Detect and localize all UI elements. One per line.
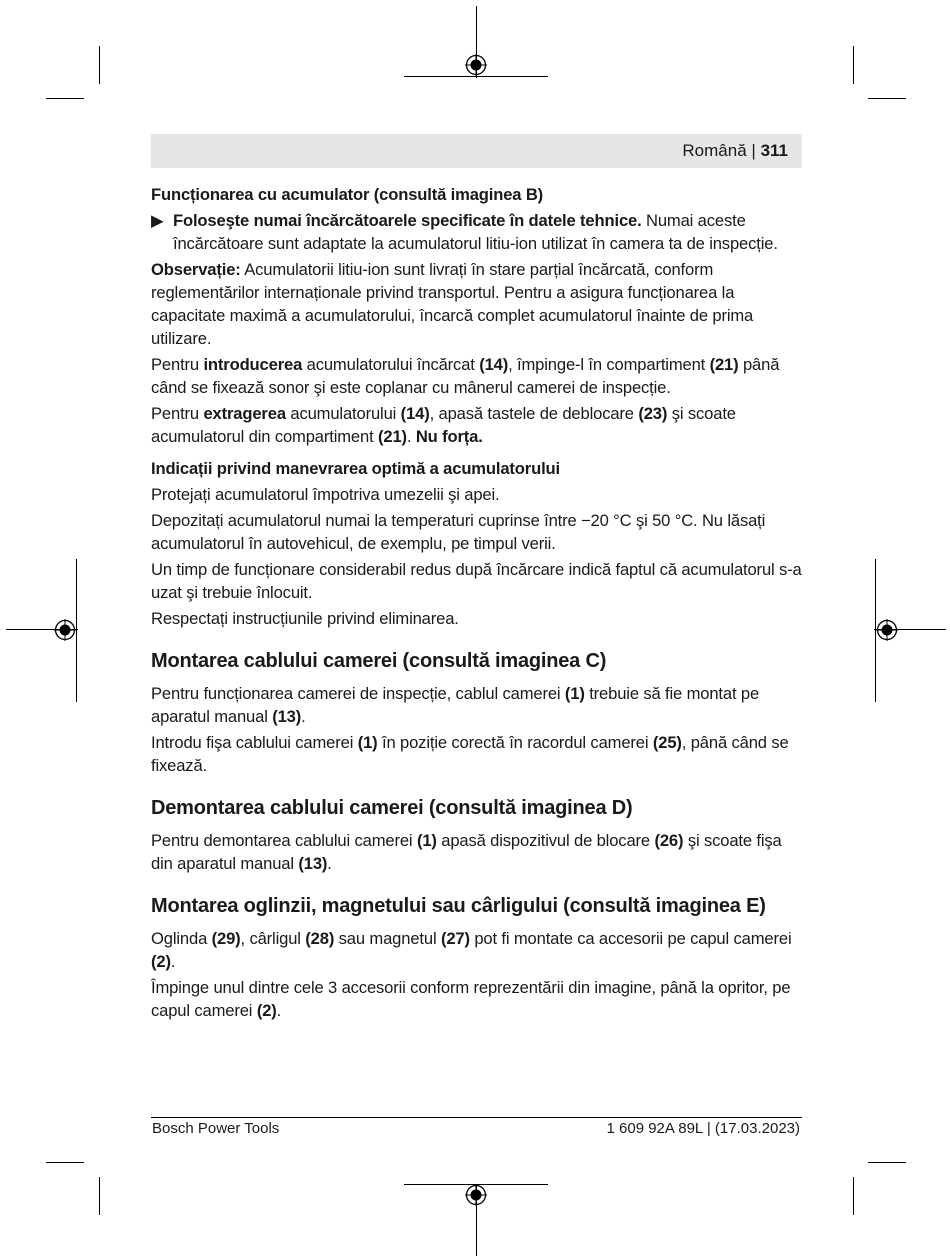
crop-mark: [868, 1162, 906, 1163]
text: , cârligul: [240, 929, 306, 948]
text: .: [170, 952, 176, 971]
ref-number: (2): [151, 952, 171, 971]
insert-paragraph: [151, 353, 806, 399]
ref-number: (1): [357, 733, 378, 752]
accessories-paragraph: [151, 976, 806, 1022]
text: şi scoate fişa din aparatul manual: [151, 831, 782, 873]
section-heading-accessories: Montarea oglinzii, magnetului sau cârligului (consultă imaginea E): [151, 895, 766, 917]
unmount-cable-paragraph: [151, 829, 806, 875]
text-bold: extragerea: [203, 404, 286, 423]
text: , până când se fixează.: [151, 733, 789, 775]
ref-number: (1): [416, 831, 437, 850]
ref-number: (14): [400, 404, 430, 423]
crop-mark: [46, 1162, 84, 1163]
bullet-bold-text: Foloseşte numai încărcătoarele specificate în datele tehnice.: [173, 211, 642, 230]
ref-number: (2): [256, 1001, 277, 1020]
text: .: [276, 1001, 282, 1020]
subsection-title-handling: Indicații privind manevrarea optimă a acumulatorului: [151, 459, 560, 478]
note-text: Acumulatorii litiu-ion sunt livrați în stare parțial încărcată, conform reglementărilor internaționale privind transportul. Pentru a asigura funcționarea la capacitate maximă a acumulatorului, încarcă complet acumulatorul înainte de prima utilizare.: [151, 260, 754, 348]
text: sau magnetul: [334, 929, 441, 948]
text: Pentru funcționarea camerei de inspecție, cablul camerei: [151, 684, 565, 703]
registration-line: [76, 559, 77, 702]
header-label: [682, 141, 788, 161]
handling-paragraph: Protejați acumulatorul împotriva umezelii şi apei.: [151, 485, 500, 504]
text: .: [406, 427, 416, 446]
ref-number: (28): [305, 929, 335, 948]
text-bold: Nu forța.: [415, 427, 483, 446]
header-language: Română: [682, 141, 747, 160]
text: Împinge unul dintre cele 3 accesorii conform reprezentării din imagine, până la opritor, pe capul camerei: [151, 978, 791, 1020]
text: , împinge-l în compartiment: [508, 355, 710, 374]
crop-mark: [868, 98, 906, 99]
ref-number: (29): [211, 929, 241, 948]
ref-number: (13): [272, 707, 302, 726]
text-bold: introducerea: [203, 355, 303, 374]
text: până când se fixează sonor şi este coplanar cu mânerul camerei de inspecție.: [151, 355, 780, 397]
footer-brand: Bosch Power Tools: [152, 1120, 280, 1137]
ref-number: (21): [378, 427, 407, 446]
text: Pentru: [151, 404, 204, 423]
text: apasă dispozitivul de blocare: [436, 831, 655, 850]
text: pot fi montate ca accesorii pe capul camerei: [469, 929, 792, 948]
bullet-text: Numai aceste încărcătoare sunt adaptate la acumulatorul litiu-ion utilizat în camera ta de inspecție.: [173, 211, 778, 253]
note-paragraph: [151, 258, 806, 350]
text: Pentru demontarea cablului camerei: [151, 831, 417, 850]
crop-mark: [99, 1177, 100, 1215]
ref-number: (27): [440, 929, 470, 948]
registration-target-icon: [54, 619, 76, 641]
text: .: [327, 854, 332, 873]
note-label: Observație:: [151, 260, 241, 279]
page-number: 311: [760, 141, 788, 160]
crop-mark: [99, 46, 100, 84]
text: , apasă tastele de deblocare: [429, 404, 639, 423]
handling-paragraph: Un timp de funcționare considerabil redus după încărcare indică faptul că acumulatorul s-a uzat şi trebuie înlocuit.: [151, 560, 802, 602]
text: trebuie să fie montat pe aparatul manual: [151, 684, 760, 726]
text: .: [301, 707, 306, 726]
header-separator: |: [751, 141, 756, 160]
registration-target-icon: [465, 54, 487, 76]
crop-mark: [853, 1177, 854, 1215]
crop-mark: [46, 98, 84, 99]
ref-number: (14): [479, 355, 509, 374]
ref-number: (13): [298, 854, 328, 873]
handling-paragraph: Depozitați acumulatorul numai la temperaturi cuprinse între −20 °C şi 50 °C. Nu lăsați acumulatorul în autovehicul, de exemplu, pe timpul verii.: [151, 511, 766, 553]
page-content: [151, 183, 806, 1025]
section-heading-mount-cable: Montarea cablului camerei (consultă imaginea C): [151, 650, 607, 672]
ref-number: (25): [652, 733, 682, 752]
section-heading-unmount-cable: Demontarea cablului camerei (consultă imaginea D): [151, 797, 633, 819]
subsection-title-battery: Funcționarea cu acumulator (consultă imaginea B): [151, 185, 544, 204]
text: Introdu fişa cablului camerei: [151, 733, 358, 752]
text: Oglinda: [151, 929, 212, 948]
ref-number: (26): [654, 831, 684, 850]
page-header: [151, 134, 802, 168]
ref-number: (21): [709, 355, 739, 374]
mount-cable-paragraph: [151, 682, 806, 728]
registration-target-icon: [465, 1184, 487, 1206]
text: şi scoate acumulatorul din compartiment: [151, 404, 736, 446]
text: acumulatorului încărcat: [302, 355, 480, 374]
footer-divider: [151, 1117, 802, 1118]
text: în poziție corectă în racordul camerei: [377, 733, 653, 752]
ref-number: (1): [564, 684, 585, 703]
bullet-arrow-icon: ▶: [151, 211, 164, 230]
accessories-paragraph: [151, 927, 806, 973]
registration-target-icon: [876, 619, 898, 641]
text: acumulatorului: [285, 404, 401, 423]
mount-cable-paragraph: [151, 731, 806, 777]
warning-bullet: [151, 209, 806, 255]
handling-paragraph: Respectați instrucțiunile privind eliminarea.: [151, 609, 459, 628]
text: Pentru: [151, 355, 204, 374]
remove-paragraph: [151, 402, 806, 448]
footer-doc-id: 1 609 92A 89L | (17.03.2023): [606, 1120, 800, 1137]
crop-mark: [853, 46, 854, 84]
registration-line: [404, 76, 548, 77]
ref-number: (23): [638, 404, 668, 423]
